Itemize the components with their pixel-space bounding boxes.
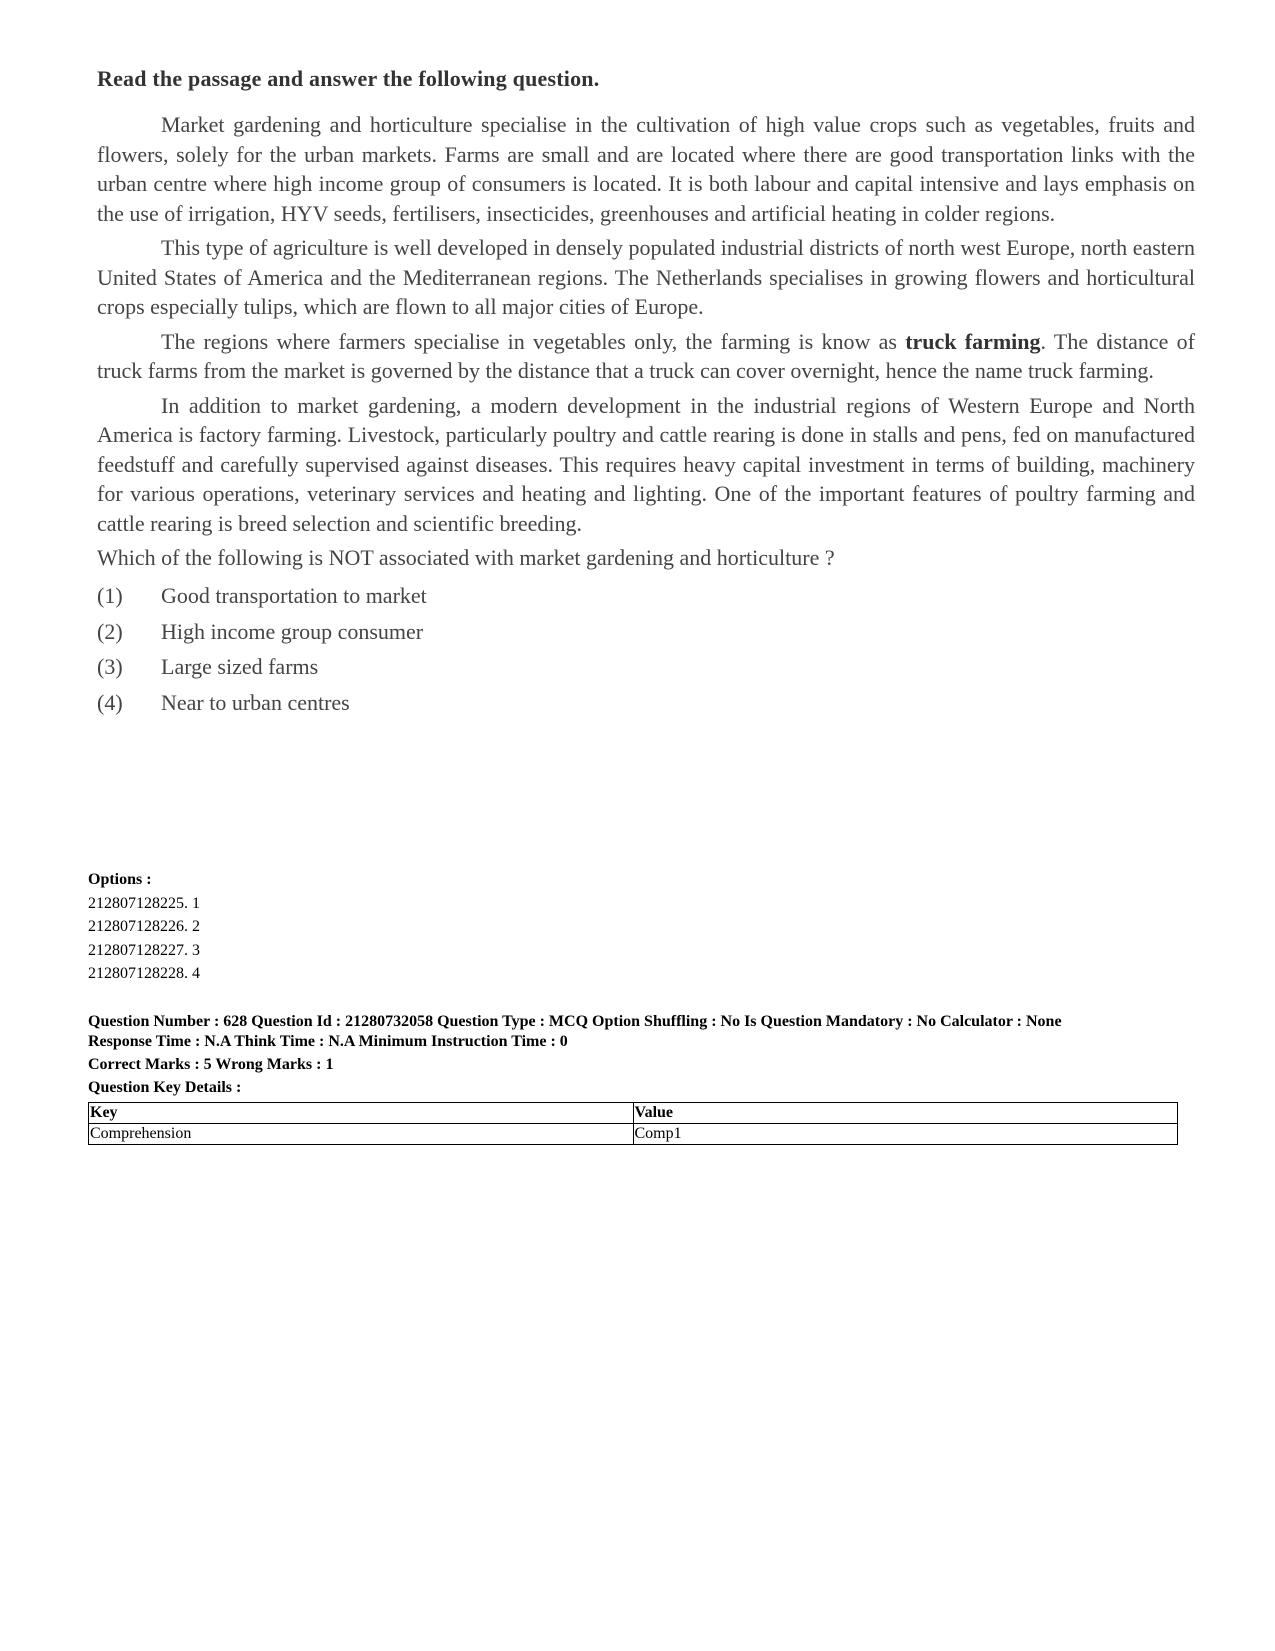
table-header-row — [89, 1103, 1178, 1124]
table-row — [89, 1124, 1178, 1145]
question-key-table — [88, 1102, 1178, 1145]
choice-number: (2) — [97, 618, 123, 644]
passage-image — [97, 58, 1195, 720]
passage-heading: Read the passage and answer the following question. — [97, 66, 600, 91]
header-key: Key — [89, 1103, 634, 1124]
truck-farming-term: truck farming — [905, 328, 1041, 354]
answer-choice — [97, 614, 1195, 650]
answer-choice — [97, 685, 1195, 721]
choice-number: (4) — [97, 689, 123, 715]
cell-value: Comp1 — [633, 1124, 1178, 1145]
option-item: 212807128227. 3 — [88, 941, 200, 959]
header-value: Value — [633, 1103, 1178, 1124]
choice-text: Large sized farms — [161, 654, 319, 679]
options-section — [88, 868, 200, 986]
option-item: 212807128228. 4 — [88, 965, 200, 982]
choice-text: Good transportation to market — [161, 583, 427, 608]
passage-paragraph-1: Market gardening and horticulture specialise in the cultivation of high value crops such as vegetables, fruits and flowers, solely for the urban markets. Farms are small and are located where there are good transportation links with the urban centre where high income group of consumers is located. It is both labour and capital intensive and lays emphasis on the use of irrigation, HYV seeds, fertilisers, insecticides, greenhouses and artificial heating in colder regions. — [97, 112, 1195, 226]
choice-text: Near to urban centres — [161, 689, 350, 715]
cell-key: Comprehension — [89, 1124, 634, 1145]
question-info-line: Question Number : 628 Question Id : 21280732058 Question Type : MCQ Option Shuffling : No Is Question Mandatory : No Calculator : None — [88, 1013, 1062, 1030]
option-item: 212807128225. 1 — [88, 894, 200, 912]
timing-info-line: Response Time : N.A Think Time : N.A Minimum Instruction Time : 0 — [88, 1033, 568, 1050]
paragraph-3-text-start: The regions where farmers specialise in vegetables only, the farming is know as — [161, 328, 906, 354]
choice-text: High income group consumer — [161, 618, 424, 644]
choice-number: (1) — [97, 583, 123, 608]
option-item: 212807128226. 2 — [88, 918, 200, 935]
marks-info-line: Correct Marks : 5 Wrong Marks : 1 — [88, 1056, 334, 1073]
key-details-label: Question Key Details : — [88, 1079, 242, 1096]
passage-paragraph-3 — [97, 327, 1195, 386]
paragraph-3-text-end: . The distance of truck farms from the market is governed by the distance that a truck can cover overnight, hence the name truck farming. — [97, 328, 1195, 383]
question-text: Which of the following is NOT associated with market gardening and horticulture ? — [97, 545, 835, 570]
answer-choice — [97, 649, 1195, 685]
passage-paragraph-4: In addition to market gardening, a modern development in the industrial regions of Western Europe and North America is factory farming. Livestock, particularly poultry and cattle rearing is done in stalls and pens, fed on manufactured feedstuff and carefully supervised against diseases. This requires heavy capital investment in terms of building, machinery for various operations, veterinary services and heating and lighting. One of the important features of poultry farming and cattle rearing is breed selection and scientific breeding. — [97, 392, 1195, 536]
passage-paragraph-2: This type of agriculture is well developed in densely populated industrial districts of north west Europe, north eastern United States of America and the Mediterranean regions. The Netherlands specialises in growing flowers and horticultural crops especially tulips, which are flown to all major cities of Europe. — [97, 235, 1195, 319]
answer-choices — [97, 578, 1195, 720]
question-meta — [88, 1012, 1188, 1098]
answer-choice — [97, 578, 1195, 614]
options-title: Options : — [88, 871, 152, 888]
choice-number: (3) — [97, 654, 123, 679]
